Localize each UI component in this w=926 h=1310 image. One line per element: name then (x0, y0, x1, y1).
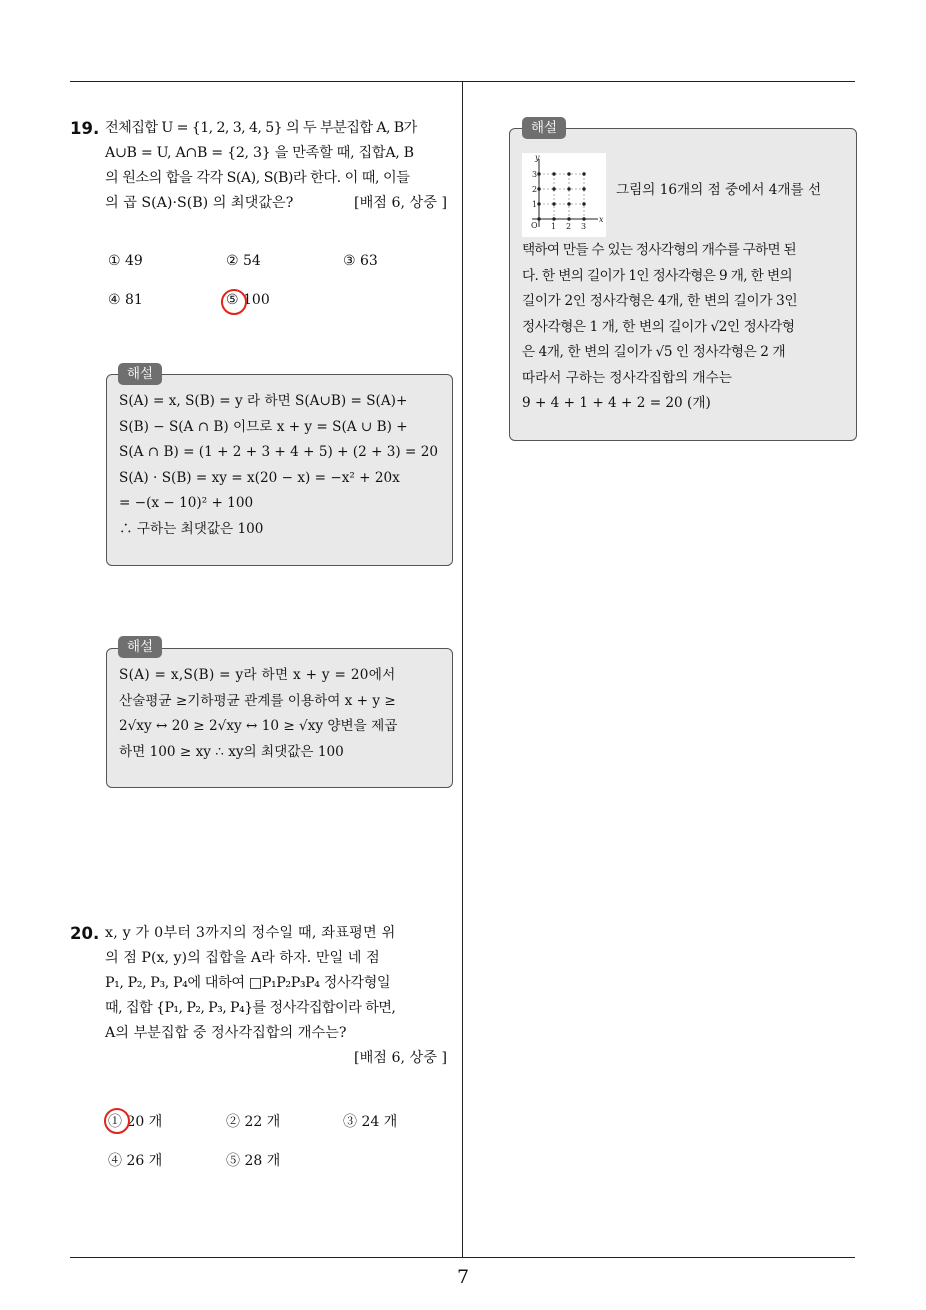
question-text (105, 116, 455, 216)
question-line: x, y 가 0부터 3까지의 정수일 때, 좌표평면 위 (105, 925, 396, 941)
solution-line: S(B) − S(A ∩ B) 이므로 x + y = S(A ∪ B) + (119, 418, 408, 435)
question-line: 전체집합 U = {1, 2, 3, 4, 5} 의 두 부분집합 A, B가 (105, 120, 417, 136)
solution-line: 정사각형은 1 개, 한 변의 길이가 √2인 정사각형 (522, 318, 795, 335)
question-line: P₁, P₂, P₃, P₄에 대하여 □P₁P₂P₃P₄ 정사각형일 (105, 975, 391, 991)
question-line: A∪B = U, A∩B = {2, 3} 을 만족할 때, 집합A, B (105, 145, 414, 161)
question-line (105, 191, 455, 216)
coordinate-grid-figure (522, 153, 606, 237)
solution-line: 택하여 만들 수 있는 정사각형의 개수를 구하면 된 (522, 242, 796, 258)
question-line: 의 원소의 합을 각각 S(A), S(B)라 한다. 이 때, 이들 (105, 170, 410, 186)
y-axis-label: y (535, 153, 540, 162)
solution-line: S(A) = x,S(B) = y라 하면 x + y = 20에서 (119, 667, 396, 683)
solution-line: 하면 100 ≥ xy ∴ xy의 최댓값은 100 (119, 743, 344, 760)
choice-3[interactable]: ③ 63 (343, 253, 378, 269)
solution-box-20 (509, 128, 857, 441)
x-tick: 1 (551, 222, 557, 231)
question-number: 20. (70, 924, 100, 943)
solution-box-19a (106, 374, 453, 566)
solution-line: S(A ∩ B) = (1 + 2 + 3 + 4 + 5) + (2 + 3) = 20 (119, 444, 439, 460)
solution-tag: 해설 (522, 117, 566, 139)
score-label: [배점 6, 상중 ] (354, 1050, 447, 1066)
answer-circle-mark (104, 1108, 130, 1134)
solution-tag: 해설 (118, 636, 162, 658)
solution-line: 길이가 2인 정사각형은 4개, 한 변의 길이가 3인 (522, 293, 798, 309)
choice-2[interactable]: ② 22 개 (226, 1114, 281, 1130)
solution-line: 산술평균 ≥기하평균 관계를 이용하여 x + y ≥ (119, 692, 396, 709)
solution-line: 따라서 구하는 정사각집합의 개수는 (522, 369, 732, 386)
question-line: A의 부분집합 중 정사각집합의 개수는? (105, 1025, 347, 1041)
choices-19 (108, 253, 458, 313)
y-tick: 1 (532, 200, 538, 209)
y-tick: 2 (532, 185, 538, 194)
origin-label: O (531, 221, 538, 230)
choice-1[interactable]: ① 20 개 (108, 1114, 163, 1130)
grid-svg (522, 153, 606, 237)
choice-2[interactable]: ② 54 (226, 253, 261, 269)
question-number: 19. (70, 119, 100, 138)
solution-line: = −(x − 10)² + 100 (119, 495, 254, 511)
question-line: 때, 집합 {P₁, P₂, P₃, P₄}를 정사각집합이라 하면, (105, 1000, 396, 1016)
question-line-text: 의 곱 S(A)·S(B) 의 최댓값은? (105, 195, 294, 211)
choice-5[interactable]: ⑤ 100 (226, 292, 270, 308)
bottom-rule (70, 1257, 855, 1258)
choice-4[interactable]: ④ 81 (108, 292, 143, 308)
choice-5[interactable]: ⑤ 28 개 (226, 1153, 281, 1169)
question-text (105, 921, 455, 1071)
solution-tag: 해설 (118, 363, 162, 385)
solution-intro: 그림의 16개의 점 중에서 4개를 선 (616, 182, 822, 198)
page-number: 7 (456, 1266, 470, 1288)
choice-1[interactable]: ① 49 (108, 253, 143, 269)
solution-line: 은 4개, 한 변의 길이가 √5 인 정사각형은 2 개 (522, 344, 786, 360)
x-tick: 3 (581, 222, 587, 231)
y-tick: 3 (532, 170, 538, 179)
solution-body (522, 238, 797, 417)
score-label: [배점 6, 상중 ] (354, 195, 447, 211)
solution-box-19b (106, 648, 453, 788)
choice-3[interactable]: ③ 24 개 (343, 1114, 398, 1130)
choices-20 (108, 1111, 458, 1171)
column-divider (462, 82, 463, 1258)
solution-line: 9 + 4 + 1 + 4 + 2 = 20 (개) (522, 395, 711, 411)
solution-line: S(A) · S(B) = xy = x(20 − x) = −x² + 20x (119, 469, 400, 486)
x-axis-label: x (599, 215, 604, 224)
choice-4[interactable]: ④ 26 개 (108, 1153, 163, 1169)
solution-line: 다. 한 변의 길이가 1인 정사각형은 9 개, 한 변의 (522, 267, 793, 284)
question-line: 의 점 P(x, y)의 집합을 A라 하자. 만일 네 점 (105, 950, 380, 966)
question-19 (70, 116, 455, 226)
solution-line: S(A) = x, S(B) = y 라 하면 S(A∪B) = S(A)+ (119, 393, 408, 409)
answer-circle-mark (221, 289, 247, 315)
x-tick: 2 (566, 222, 572, 231)
solution-line: 2√xy ↔ 20 ≥ 2√xy ↔ 10 ≥ √xy 양변을 제곱 (119, 718, 398, 734)
solution-line: ∴ 구하는 최댓값은 100 (119, 520, 264, 537)
question-20 (70, 921, 455, 1081)
